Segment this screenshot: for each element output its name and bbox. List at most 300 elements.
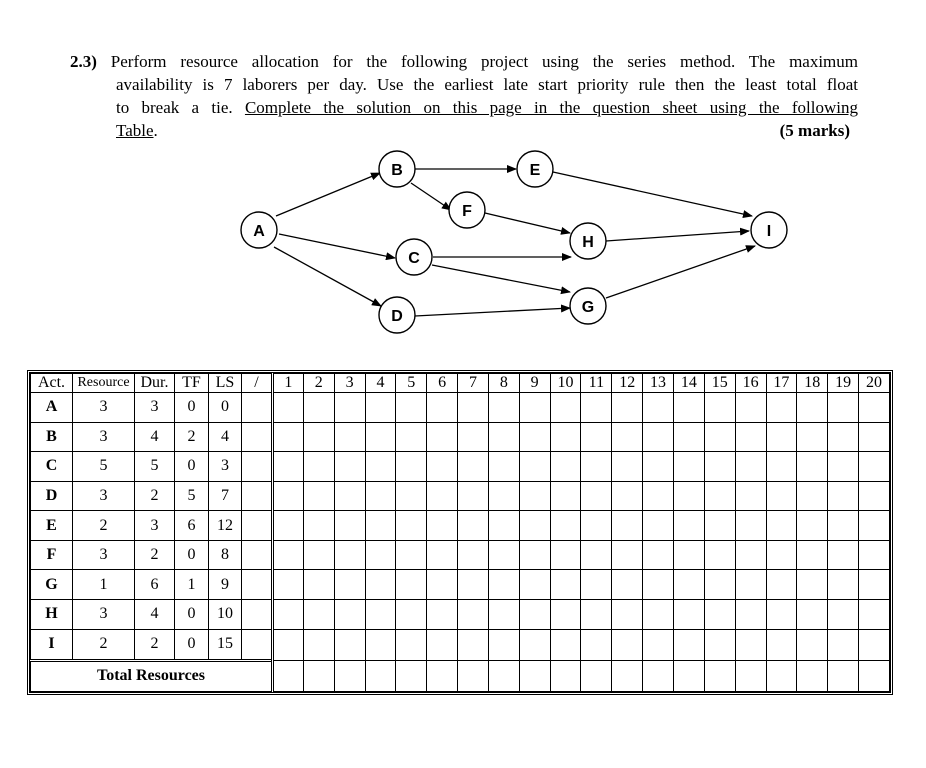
- day-cell[interactable]: [735, 600, 766, 630]
- marks-label: (5 marks): [779, 121, 850, 140]
- day-cell[interactable]: [704, 422, 735, 452]
- day-cell[interactable]: [334, 540, 365, 570]
- total-cell[interactable]: [612, 660, 643, 691]
- day-cell[interactable]: [581, 511, 612, 541]
- total-cell[interactable]: [273, 660, 304, 691]
- day-cell[interactable]: [458, 481, 489, 511]
- day-cell[interactable]: [766, 511, 797, 541]
- day-cell[interactable]: [365, 511, 396, 541]
- day-cell[interactable]: [396, 393, 427, 423]
- day-cell[interactable]: [303, 540, 334, 570]
- day-cell[interactable]: [797, 481, 828, 511]
- day-cell[interactable]: [766, 570, 797, 600]
- table-row: [31, 481, 890, 511]
- header-ls: LS: [209, 374, 242, 393]
- header-slash: /: [242, 374, 273, 393]
- day-header-11: 11: [581, 374, 612, 393]
- day-cell[interactable]: [828, 600, 859, 630]
- day-header-4: 4: [365, 374, 396, 393]
- cell-act: D: [31, 481, 73, 511]
- day-cell[interactable]: [581, 422, 612, 452]
- day-cell[interactable]: [488, 452, 519, 482]
- svg-text:F: F: [462, 203, 472, 220]
- day-cell[interactable]: [488, 511, 519, 541]
- total-cell[interactable]: [859, 660, 890, 691]
- day-cell[interactable]: [519, 393, 550, 423]
- day-cell[interactable]: [365, 540, 396, 570]
- day-cell[interactable]: [273, 452, 304, 482]
- day-cell[interactable]: [704, 540, 735, 570]
- day-cell[interactable]: [550, 393, 581, 423]
- day-cell[interactable]: [458, 452, 489, 482]
- day-cell[interactable]: [519, 481, 550, 511]
- day-cell[interactable]: [828, 570, 859, 600]
- day-cell[interactable]: [828, 481, 859, 511]
- total-cell[interactable]: [643, 660, 674, 691]
- edge-c-g: [432, 265, 570, 292]
- day-header-8: 8: [488, 374, 519, 393]
- day-cell[interactable]: [673, 570, 704, 600]
- day-cell[interactable]: [365, 393, 396, 423]
- day-cell[interactable]: [735, 540, 766, 570]
- cell-blank: [242, 511, 273, 541]
- day-cell[interactable]: [396, 570, 427, 600]
- cell-blank: [242, 600, 273, 630]
- total-cell[interactable]: [365, 660, 396, 691]
- day-cell[interactable]: [581, 600, 612, 630]
- day-cell[interactable]: [797, 452, 828, 482]
- day-cell[interactable]: [396, 629, 427, 660]
- total-cell[interactable]: [334, 660, 365, 691]
- day-cell[interactable]: [673, 393, 704, 423]
- day-cell[interactable]: [334, 393, 365, 423]
- day-cell[interactable]: [519, 629, 550, 660]
- day-cell[interactable]: [797, 629, 828, 660]
- day-cell[interactable]: [859, 600, 890, 630]
- cell-dur: 3: [135, 393, 175, 423]
- cell-ls: 4: [209, 422, 242, 452]
- day-cell[interactable]: [797, 540, 828, 570]
- day-cell[interactable]: [735, 511, 766, 541]
- day-cell[interactable]: [735, 452, 766, 482]
- day-cell[interactable]: [550, 540, 581, 570]
- day-header-12: 12: [612, 374, 643, 393]
- cell-blank: [242, 393, 273, 423]
- day-cell[interactable]: [519, 452, 550, 482]
- cell-tf: 0: [175, 393, 209, 423]
- day-cell[interactable]: [766, 481, 797, 511]
- day-cell[interactable]: [859, 422, 890, 452]
- cell-ls: 15: [209, 629, 242, 660]
- edge-d-g: [415, 308, 570, 316]
- header-dur: Dur.: [135, 374, 175, 393]
- total-cell[interactable]: [519, 660, 550, 691]
- cell-ls: 7: [209, 481, 242, 511]
- day-cell[interactable]: [550, 511, 581, 541]
- node-f: [449, 192, 485, 228]
- day-cell[interactable]: [766, 452, 797, 482]
- total-cell[interactable]: [704, 660, 735, 691]
- cell-resource: 2: [73, 511, 135, 541]
- table-row: [31, 511, 890, 541]
- day-cell[interactable]: [334, 452, 365, 482]
- day-cell[interactable]: [643, 452, 674, 482]
- day-cell[interactable]: [797, 422, 828, 452]
- day-cell[interactable]: [612, 600, 643, 630]
- cell-resource: 5: [73, 452, 135, 482]
- day-cell[interactable]: [334, 629, 365, 660]
- day-cell[interactable]: [643, 511, 674, 541]
- cell-dur: 5: [135, 452, 175, 482]
- day-header-14: 14: [673, 374, 704, 393]
- day-cell[interactable]: [273, 570, 304, 600]
- day-cell[interactable]: [643, 629, 674, 660]
- day-cell[interactable]: [581, 540, 612, 570]
- cell-ls: 10: [209, 600, 242, 630]
- day-cell[interactable]: [643, 540, 674, 570]
- day-cell[interactable]: [673, 452, 704, 482]
- total-cell[interactable]: [797, 660, 828, 691]
- day-cell[interactable]: [612, 629, 643, 660]
- day-cell[interactable]: [458, 540, 489, 570]
- day-cell[interactable]: [519, 422, 550, 452]
- day-cell[interactable]: [797, 600, 828, 630]
- header-resource: Resource: [73, 374, 135, 393]
- day-cell[interactable]: [396, 511, 427, 541]
- node-i: [751, 212, 787, 248]
- allocation-table-frame: [27, 370, 893, 695]
- day-header-6: 6: [427, 374, 458, 393]
- cell-act: G: [31, 570, 73, 600]
- day-cell[interactable]: [612, 511, 643, 541]
- day-cell[interactable]: [396, 540, 427, 570]
- day-cell[interactable]: [365, 481, 396, 511]
- cell-dur: 2: [135, 629, 175, 660]
- day-cell[interactable]: [458, 422, 489, 452]
- day-cell[interactable]: [303, 481, 334, 511]
- edge-b-f: [411, 183, 451, 210]
- table-row: [31, 600, 890, 630]
- svg-text:H: H: [582, 234, 594, 251]
- day-header-15: 15: [704, 374, 735, 393]
- day-cell[interactable]: [488, 629, 519, 660]
- day-cell[interactable]: [365, 452, 396, 482]
- day-header-20: 20: [859, 374, 890, 393]
- day-cell[interactable]: [643, 393, 674, 423]
- day-cell[interactable]: [303, 452, 334, 482]
- cell-tf: 5: [175, 481, 209, 511]
- day-cell[interactable]: [859, 452, 890, 482]
- day-cell[interactable]: [766, 600, 797, 630]
- day-header-5: 5: [396, 374, 427, 393]
- day-cell[interactable]: [704, 511, 735, 541]
- cell-resource: 3: [73, 422, 135, 452]
- day-cell[interactable]: [643, 422, 674, 452]
- total-cell[interactable]: [766, 660, 797, 691]
- day-cell[interactable]: [673, 422, 704, 452]
- cell-ls: 8: [209, 540, 242, 570]
- svg-text:B: B: [391, 162, 403, 179]
- day-cell[interactable]: [519, 570, 550, 600]
- cell-tf: 0: [175, 629, 209, 660]
- day-cell[interactable]: [859, 629, 890, 660]
- day-cell[interactable]: [303, 511, 334, 541]
- day-cell[interactable]: [365, 600, 396, 630]
- total-cell[interactable]: [735, 660, 766, 691]
- question-number: 2.3): [70, 52, 97, 71]
- day-cell[interactable]: [550, 422, 581, 452]
- day-cell[interactable]: [550, 629, 581, 660]
- day-cell[interactable]: [735, 570, 766, 600]
- day-cell[interactable]: [427, 422, 458, 452]
- day-cell[interactable]: [550, 481, 581, 511]
- day-cell[interactable]: [612, 570, 643, 600]
- day-cell[interactable]: [643, 600, 674, 630]
- day-cell[interactable]: [334, 422, 365, 452]
- day-cell[interactable]: [334, 481, 365, 511]
- day-cell[interactable]: [365, 570, 396, 600]
- day-cell[interactable]: [458, 511, 489, 541]
- day-cell[interactable]: [828, 393, 859, 423]
- day-cell[interactable]: [581, 393, 612, 423]
- day-cell[interactable]: [273, 481, 304, 511]
- cell-blank: [242, 629, 273, 660]
- day-cell[interactable]: [334, 511, 365, 541]
- total-cell[interactable]: [427, 660, 458, 691]
- day-cell[interactable]: [673, 511, 704, 541]
- day-cell[interactable]: [550, 452, 581, 482]
- cell-dur: 4: [135, 422, 175, 452]
- day-cell[interactable]: [303, 393, 334, 423]
- day-cell[interactable]: [735, 481, 766, 511]
- cell-act: H: [31, 600, 73, 630]
- day-cell[interactable]: [581, 481, 612, 511]
- day-cell[interactable]: [273, 422, 304, 452]
- day-cell[interactable]: [735, 393, 766, 423]
- day-cell[interactable]: [766, 629, 797, 660]
- day-cell[interactable]: [859, 393, 890, 423]
- day-cell[interactable]: [859, 570, 890, 600]
- day-cell[interactable]: [427, 481, 458, 511]
- day-cell[interactable]: [303, 422, 334, 452]
- day-cell[interactable]: [488, 481, 519, 511]
- cell-blank: [242, 422, 273, 452]
- day-cell[interactable]: [334, 600, 365, 630]
- day-cell[interactable]: [735, 422, 766, 452]
- cell-act: B: [31, 422, 73, 452]
- total-cell[interactable]: [581, 660, 612, 691]
- day-cell[interactable]: [396, 481, 427, 511]
- day-cell[interactable]: [427, 629, 458, 660]
- total-cell[interactable]: [458, 660, 489, 691]
- day-cell[interactable]: [612, 422, 643, 452]
- day-cell[interactable]: [766, 422, 797, 452]
- day-cell[interactable]: [581, 570, 612, 600]
- day-cell[interactable]: [427, 511, 458, 541]
- day-cell[interactable]: [334, 570, 365, 600]
- day-cell[interactable]: [519, 511, 550, 541]
- day-cell[interactable]: [797, 511, 828, 541]
- day-cell[interactable]: [859, 511, 890, 541]
- node-c: [396, 239, 432, 275]
- day-cell[interactable]: [550, 600, 581, 630]
- table-row: [31, 540, 890, 570]
- total-cell[interactable]: [488, 660, 519, 691]
- day-cell[interactable]: [458, 600, 489, 630]
- day-cell[interactable]: [273, 540, 304, 570]
- day-cell[interactable]: [673, 600, 704, 630]
- node-g: [570, 288, 606, 324]
- day-cell[interactable]: [488, 570, 519, 600]
- day-cell[interactable]: [704, 570, 735, 600]
- day-cell[interactable]: [766, 540, 797, 570]
- node-b: [379, 151, 415, 187]
- cell-tf: 1: [175, 570, 209, 600]
- day-cell[interactable]: [427, 540, 458, 570]
- day-cell[interactable]: [612, 540, 643, 570]
- cell-act: A: [31, 393, 73, 423]
- day-cell[interactable]: [550, 570, 581, 600]
- total-cell[interactable]: [303, 660, 334, 691]
- day-cell[interactable]: [643, 570, 674, 600]
- cell-act: I: [31, 629, 73, 660]
- edge-e-i: [553, 172, 752, 216]
- edge-a-d: [274, 247, 381, 306]
- day-header-13: 13: [643, 374, 674, 393]
- day-cell[interactable]: [766, 393, 797, 423]
- day-cell[interactable]: [396, 600, 427, 630]
- day-header-16: 16: [735, 374, 766, 393]
- day-cell[interactable]: [365, 629, 396, 660]
- cell-act: E: [31, 511, 73, 541]
- cell-resource: 3: [73, 540, 135, 570]
- header-act: Act.: [31, 374, 73, 393]
- day-cell[interactable]: [273, 600, 304, 630]
- cell-ls: 12: [209, 511, 242, 541]
- day-cell[interactable]: [273, 629, 304, 660]
- day-cell[interactable]: [704, 600, 735, 630]
- day-cell[interactable]: [612, 452, 643, 482]
- total-resources-row: [31, 660, 890, 691]
- edge-a-b: [276, 173, 380, 216]
- table-row: [31, 393, 890, 423]
- day-cell[interactable]: [273, 393, 304, 423]
- day-cell[interactable]: [396, 422, 427, 452]
- day-cell[interactable]: [427, 452, 458, 482]
- day-cell[interactable]: [303, 629, 334, 660]
- day-cell[interactable]: [396, 452, 427, 482]
- day-cell[interactable]: [704, 393, 735, 423]
- day-cell[interactable]: [828, 452, 859, 482]
- day-cell[interactable]: [303, 570, 334, 600]
- day-cell[interactable]: [859, 481, 890, 511]
- cell-ls: 3: [209, 452, 242, 482]
- day-cell[interactable]: [365, 422, 396, 452]
- header-row: [31, 374, 890, 393]
- day-cell[interactable]: [458, 570, 489, 600]
- day-cell[interactable]: [427, 600, 458, 630]
- cell-tf: 0: [175, 600, 209, 630]
- total-resources-label: Total Resources: [31, 660, 273, 691]
- node-e: [517, 151, 553, 187]
- day-cell[interactable]: [273, 511, 304, 541]
- cell-resource: 3: [73, 481, 135, 511]
- question-line-4: Table. (5 marks): [116, 121, 850, 140]
- day-cell[interactable]: [735, 629, 766, 660]
- total-cell[interactable]: [828, 660, 859, 691]
- day-cell[interactable]: [859, 540, 890, 570]
- day-cell[interactable]: [519, 540, 550, 570]
- node-h: [570, 223, 606, 259]
- cell-ls: 0: [209, 393, 242, 423]
- total-cell[interactable]: [396, 660, 427, 691]
- node-a: [241, 212, 277, 248]
- day-cell[interactable]: [612, 393, 643, 423]
- node-d: [379, 297, 415, 333]
- day-cell[interactable]: [581, 452, 612, 482]
- total-cell[interactable]: [550, 660, 581, 691]
- day-cell[interactable]: [458, 629, 489, 660]
- day-header-2: 2: [303, 374, 334, 393]
- day-cell[interactable]: [828, 540, 859, 570]
- day-cell[interactable]: [427, 393, 458, 423]
- question-line-3: to break a tie. Complete the solution on this page in the question sheet using the following: [116, 98, 858, 117]
- day-cell[interactable]: [704, 481, 735, 511]
- day-cell[interactable]: [828, 629, 859, 660]
- day-cell[interactable]: [488, 393, 519, 423]
- day-cell[interactable]: [612, 481, 643, 511]
- cell-dur: 4: [135, 600, 175, 630]
- svg-text:A: A: [253, 223, 265, 240]
- total-cell[interactable]: [673, 660, 704, 691]
- day-cell[interactable]: [458, 393, 489, 423]
- day-cell[interactable]: [828, 511, 859, 541]
- day-cell[interactable]: [581, 629, 612, 660]
- cell-act: C: [31, 452, 73, 482]
- day-cell[interactable]: [704, 452, 735, 482]
- cell-resource: 3: [73, 600, 135, 630]
- day-cell[interactable]: [427, 570, 458, 600]
- day-cell[interactable]: [797, 393, 828, 423]
- cell-resource: 1: [73, 570, 135, 600]
- day-cell[interactable]: [828, 422, 859, 452]
- cell-resource: 3: [73, 393, 135, 423]
- cell-resource: 2: [73, 629, 135, 660]
- day-cell[interactable]: [488, 422, 519, 452]
- svg-text:E: E: [529, 162, 541, 179]
- day-cell[interactable]: [673, 481, 704, 511]
- day-cell[interactable]: [303, 600, 334, 630]
- cell-dur: 6: [135, 570, 175, 600]
- day-cell[interactable]: [797, 570, 828, 600]
- day-cell[interactable]: [673, 540, 704, 570]
- question-line-2: availability is 7 laborers per day. Use the earliest late start priority rule then the least total float: [116, 75, 858, 94]
- day-cell[interactable]: [488, 540, 519, 570]
- day-cell[interactable]: [673, 629, 704, 660]
- day-cell[interactable]: [704, 629, 735, 660]
- day-cell[interactable]: [519, 600, 550, 630]
- day-header-3: 3: [334, 374, 365, 393]
- svg-text:I: I: [766, 223, 772, 240]
- svg-text:C: C: [408, 250, 420, 267]
- cell-act: F: [31, 540, 73, 570]
- cell-dur: 3: [135, 511, 175, 541]
- allocation-table: [30, 373, 890, 692]
- day-cell[interactable]: [643, 481, 674, 511]
- question-line-1: 2.3) Perform resource allocation for the following project using the series method. The maximum: [70, 52, 859, 71]
- day-cell[interactable]: [488, 600, 519, 630]
- table-row: [31, 422, 890, 452]
